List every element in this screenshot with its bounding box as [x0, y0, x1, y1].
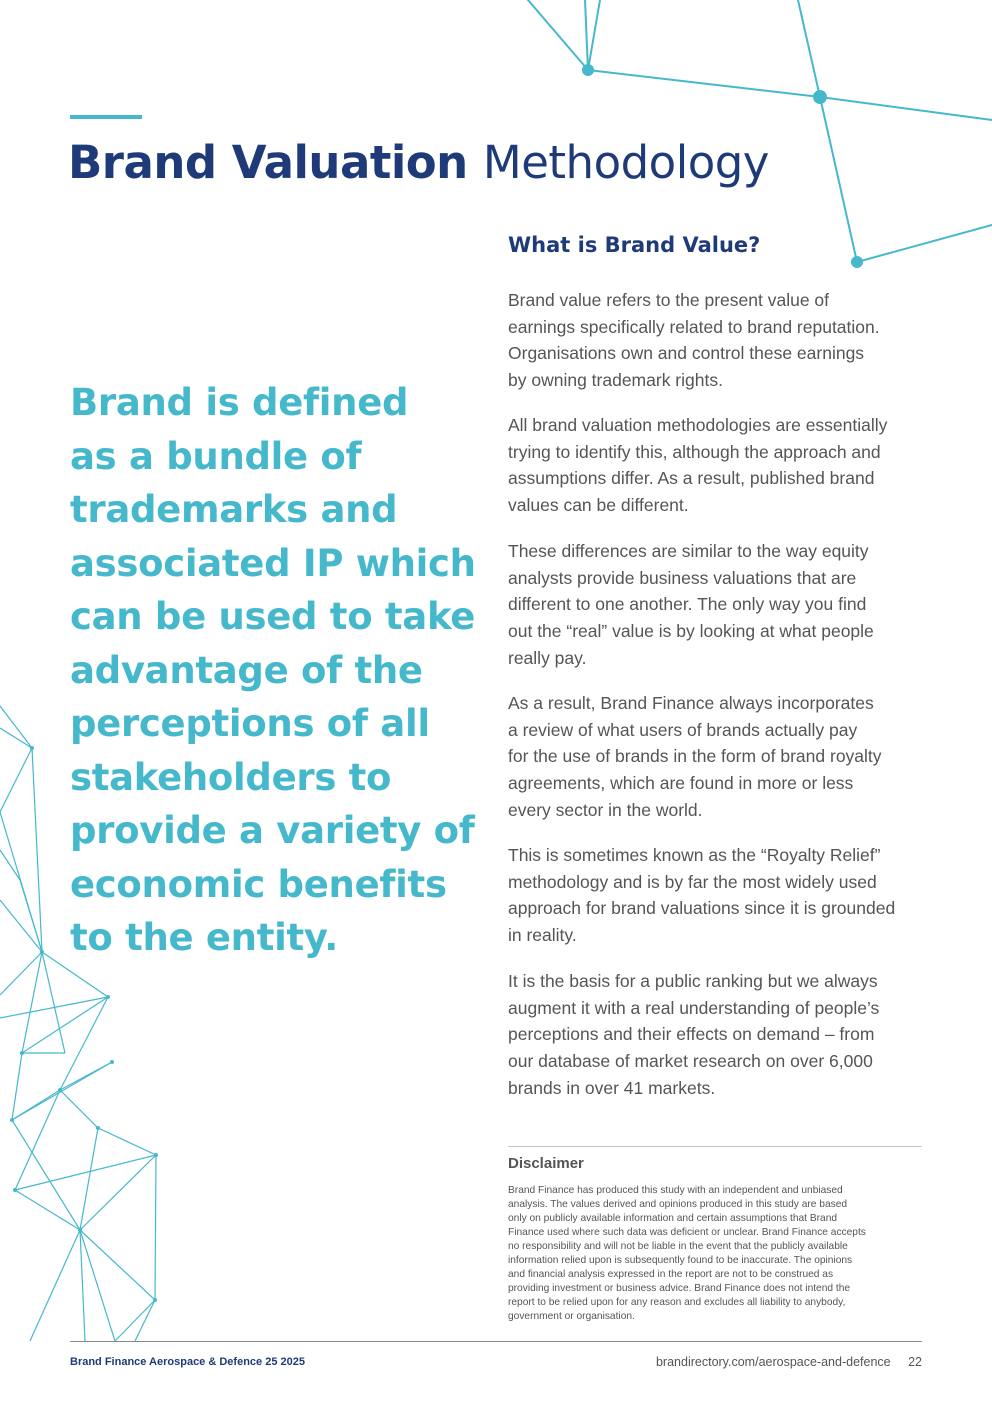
pull-quote-line: Brand is defined: [70, 381, 409, 424]
body-line: trying to identify this, although the approach and: [508, 441, 881, 462]
pull-quote-line: trademarks and: [70, 488, 398, 531]
body-line: really pay.: [508, 647, 587, 668]
body-line: values can be different.: [508, 495, 689, 516]
disclaimer-line: no responsibility and will not be liable in the event that the publicly available: [508, 1241, 848, 1252]
body-paragraph: [508, 842, 895, 949]
body-line: It is the basis for a public ranking but we always: [508, 971, 878, 991]
body-paragraph: [508, 968, 879, 1102]
pull-quote-line: as a bundle of: [70, 434, 362, 478]
body-line: augment it with a real understanding of people’s: [508, 997, 880, 1018]
body-line: All brand valuation methodologies are essentially: [508, 415, 888, 435]
pull-quote-line: advantage of the: [70, 648, 423, 692]
body-line: brands in over 41 markets.: [508, 1077, 716, 1098]
disclaimer-line: report to be relied upon for any reason and excludes all liability to anybody,: [508, 1297, 846, 1308]
pull-quote-line: stakeholders to: [70, 755, 392, 799]
section-heading: What is Brand Value?: [508, 233, 761, 257]
body-line: This is sometimes known as the “Royalty Relief”: [508, 845, 881, 865]
pull-quote-line: to the entity.: [70, 916, 339, 959]
body-line: earnings specifically related to brand reputation.: [508, 316, 880, 337]
footer-divider: [70, 1341, 922, 1342]
pull-quote-line: economic benefits: [70, 862, 447, 906]
pull-quote-line: perceptions of all: [70, 702, 430, 745]
body-line: in reality.: [508, 925, 577, 946]
page-title: [68, 134, 769, 192]
body-line: for the use of brands in the form of brand royalty: [508, 746, 882, 767]
footer-url-link[interactable]: brandirectory.com/aerospace-and-defence: [655, 1355, 891, 1369]
body-line: different to one another. The only way you find: [508, 594, 867, 615]
disclaimer-line: only on publicly available information and certain assumptions that Brand: [508, 1213, 838, 1224]
body-line: assumptions differ. As a result, published brand: [508, 468, 875, 489]
body-line: agreements, which are found in more or less: [508, 773, 854, 794]
page-number: 22: [908, 1355, 922, 1369]
disclaimer-line: Finance used where such data was deficient or unclear. Brand Finance accepts: [508, 1227, 866, 1238]
body-line: analysts provide business valuations that are: [508, 567, 857, 588]
page-title-light: Methodology: [482, 136, 769, 189]
body-line: out the “real” value is by looking at what people: [508, 621, 874, 642]
title-accent-rule: [70, 115, 142, 119]
pull-quote-line: can be used to take: [70, 595, 476, 638]
body-line: by owning trademark rights.: [508, 370, 723, 391]
footer-publication: Brand Finance Aerospace & Defence 25 2025: [70, 1356, 305, 1368]
body-line: methodology and is by far the most widely used: [508, 871, 877, 892]
body-paragraph: [508, 287, 880, 394]
disclaimer-line: analysis. The values derived and opinions produced in this study are based: [508, 1199, 848, 1210]
body-line: a review of what users of brands actually pay: [508, 719, 858, 740]
pull-quote: [70, 376, 476, 965]
disclaimer-divider: [508, 1146, 922, 1147]
body-line: perceptions and their effects on demand – from: [508, 1024, 875, 1045]
pull-quote-line: associated IP which: [70, 541, 476, 585]
body-line: Brand value refers to the present value of: [508, 290, 830, 310]
brand-value-section: [508, 230, 922, 1098]
disclaimer-line: and financial analysis expressed in the report are not to be construed as: [508, 1269, 834, 1280]
page-title-bold: Brand Valuation: [68, 136, 468, 189]
body-line: our database of market research on over 6,000: [508, 1051, 873, 1072]
footer-meta: [656, 1355, 922, 1369]
disclaimer-line: government or organisation.: [508, 1311, 635, 1322]
disclaimer-heading: Disclaimer: [508, 1155, 584, 1172]
body-line: These differences are similar to the way equity: [508, 541, 869, 561]
body-paragraph: [508, 538, 874, 672]
disclaimer-line: Brand Finance has produced this study with an independent and unbiased: [508, 1185, 843, 1196]
body-paragraph: [508, 690, 882, 824]
pull-quote-line: provide a variety of: [70, 809, 475, 852]
body-line: every sector in the world.: [508, 799, 703, 820]
body-line: As a result, Brand Finance always incorporates: [508, 693, 874, 713]
body-paragraph: [508, 412, 887, 519]
body-line: Organisations own and control these earnings: [508, 343, 865, 364]
disclaimer-line: information relied upon is subsequently found to be inaccurate. The opinions: [508, 1255, 853, 1266]
body-line: approach for brand valuations since it is grounded: [508, 898, 896, 919]
disclaimer-text: [508, 1184, 922, 1324]
disclaimer-line: providing investment or business advice. Brand Finance does not intend the: [508, 1283, 851, 1294]
